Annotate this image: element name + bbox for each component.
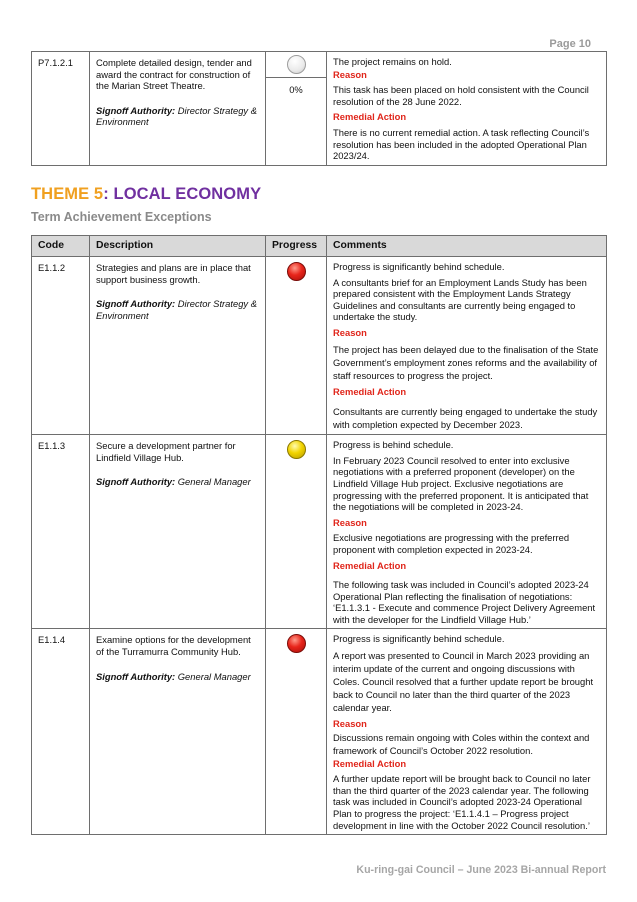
description-text: Secure a development partner for Lindfield Village Hub. — [96, 440, 236, 463]
reason-text: Exclusive negotiations are progressing with the preferred proponent with completion expected in 2023-24. — [333, 532, 570, 555]
yellow-status-icon — [287, 440, 306, 459]
row-description — [90, 629, 266, 835]
header-comments: Comments — [327, 236, 607, 257]
signoff-label: Signoff Authority: — [96, 670, 176, 682]
signoff-value: General Manager — [177, 476, 251, 488]
signoff-authority — [96, 105, 259, 128]
reason-text: Discussions remain ongoing with Coles within the context and framework of Council’s October 2022 resolution. — [333, 731, 590, 756]
remedial-heading: Remedial Action — [333, 111, 407, 123]
remedial-text: A further update report will be brought back to Council no later than the third quarter of the 2023 calendar year. The following task was included in Council’s adopted 2023-24 Operational Plan to progress the project: ‘E1.1.4.1 – Progress project development in line with the October 2022 Council resolution.’ — [333, 773, 591, 831]
continued-table — [31, 51, 607, 166]
reason-heading: Reason — [333, 516, 367, 528]
progress-value: 0% — [266, 78, 327, 166]
signoff-authority — [96, 476, 259, 488]
report-footer: Ku-ring-gai Council – June 2023 Bi-annual Report — [356, 864, 606, 876]
table-row — [32, 435, 607, 629]
row-code: P7.1.2.1 — [32, 52, 90, 166]
progress-cell — [266, 629, 327, 835]
status-circle-icon — [287, 55, 306, 74]
page-number: Page 10 — [549, 38, 591, 50]
theme-name: LOCAL ECONOMY — [113, 185, 262, 203]
progress-cell — [266, 52, 327, 78]
progress-cell — [266, 257, 327, 435]
red-status-icon — [287, 262, 306, 281]
signoff-authority — [96, 298, 259, 321]
signoff-label: Signoff Authority: — [96, 298, 176, 310]
description-text: Strategies and plans are in place that support business growth. — [96, 262, 251, 285]
reason-text: This task has been placed on hold consistent with the Council resolution of the 28 June 2022. — [333, 84, 589, 107]
comment-status: Progress is behind schedule. — [333, 439, 454, 451]
remedial-text: There is no current remedial action. A task reflecting Council’s resolution has been included in the adopted Operational Plan 2023/24. — [333, 126, 590, 162]
comment-detail: A report was presented to Council in March 2023 providing an interim update of the current and ongoing discussions with Coles. Council resolved that a further update report be brought back to Council no later than the third quarter of the 2023 calendar year. — [333, 650, 594, 714]
header-code: Code — [32, 236, 90, 257]
row-code: E1.1.4 — [32, 629, 90, 835]
row-description — [90, 435, 266, 629]
signoff-label: Signoff Authority: — [96, 476, 176, 488]
remedial-text: Consultants are currently being engaged to undertake the study with completion expected by December 2023. — [333, 406, 598, 431]
header-description: Description — [90, 236, 266, 257]
description-text: Complete detailed design, tender and award the contract for construction of the Marian Street Theatre. — [96, 57, 252, 92]
remedial-heading: Remedial Action — [333, 385, 407, 397]
comment-status: Progress is significantly behind schedule. — [333, 633, 505, 645]
row-code: E1.1.2 — [32, 257, 90, 435]
remedial-text: The following task was included in Council’s adopted 2023-24 Operational Plan reflecting the finalisation of negotiations: ‘E1.1.3.1 - Execute and commence Project Delivery Agreement with the developer for the Lindfield Village Hub.’ — [333, 579, 596, 625]
table-row — [32, 629, 607, 835]
reason-heading: Reason — [333, 68, 367, 80]
reason-heading: Reason — [333, 326, 367, 338]
remedial-heading: Remedial Action — [333, 559, 407, 571]
table-header-row — [32, 236, 607, 257]
comment-detail: In February 2023 Council resolved to enter into exclusive negotiations with a preferred proponent (developer) on the Lindfield Village Hub project. Exclusive negotiations are progressing with the preferred proponent. It is anticipated that the negotiations will be completed in 2023-24. — [333, 454, 589, 513]
row-description — [90, 257, 266, 435]
signoff-value: General Manager — [177, 670, 251, 682]
comment-detail: A consultants brief for an Employment Lands Study has been prepared consistent with the Employment Lands Strategy Guidelines and consultants are currently being engaged to undertake the study. — [333, 276, 587, 323]
signoff-label: Signoff Authority: — [96, 104, 176, 116]
table-row — [32, 52, 607, 78]
theme-title — [31, 185, 261, 204]
remedial-heading: Remedial Action — [333, 757, 407, 769]
theme-separator: : — [103, 185, 109, 203]
row-comments — [327, 629, 607, 835]
red-status-icon — [287, 634, 306, 653]
exceptions-table — [31, 235, 607, 835]
progress-cell — [266, 435, 327, 629]
signoff-value: Director Strategy & Environment — [96, 298, 257, 321]
signoff-value: Director Strategy & Environment — [96, 104, 257, 128]
row-comments — [327, 435, 607, 629]
comment-status: The project remains on hold. — [333, 56, 452, 67]
section-subtitle: Term Achievement Exceptions — [31, 210, 212, 224]
theme-prefix: THEME 5 — [31, 185, 104, 203]
table-row — [32, 257, 607, 435]
comment-status: Progress is significantly behind schedule. — [333, 261, 505, 272]
row-description — [90, 52, 266, 166]
signoff-authority — [96, 671, 259, 683]
reason-heading: Reason — [333, 718, 367, 730]
description-text: Examine options for the development of the Turramurra Community Hub. — [96, 634, 251, 658]
header-progress: Progress — [266, 236, 327, 257]
row-comments — [327, 257, 607, 435]
row-code: E1.1.3 — [32, 435, 90, 629]
reason-text: The project has been delayed due to the finalisation of the State Government’s employment zones reforms and the availability of staff resources to progress the project. — [333, 343, 599, 381]
row-comments — [327, 52, 607, 166]
